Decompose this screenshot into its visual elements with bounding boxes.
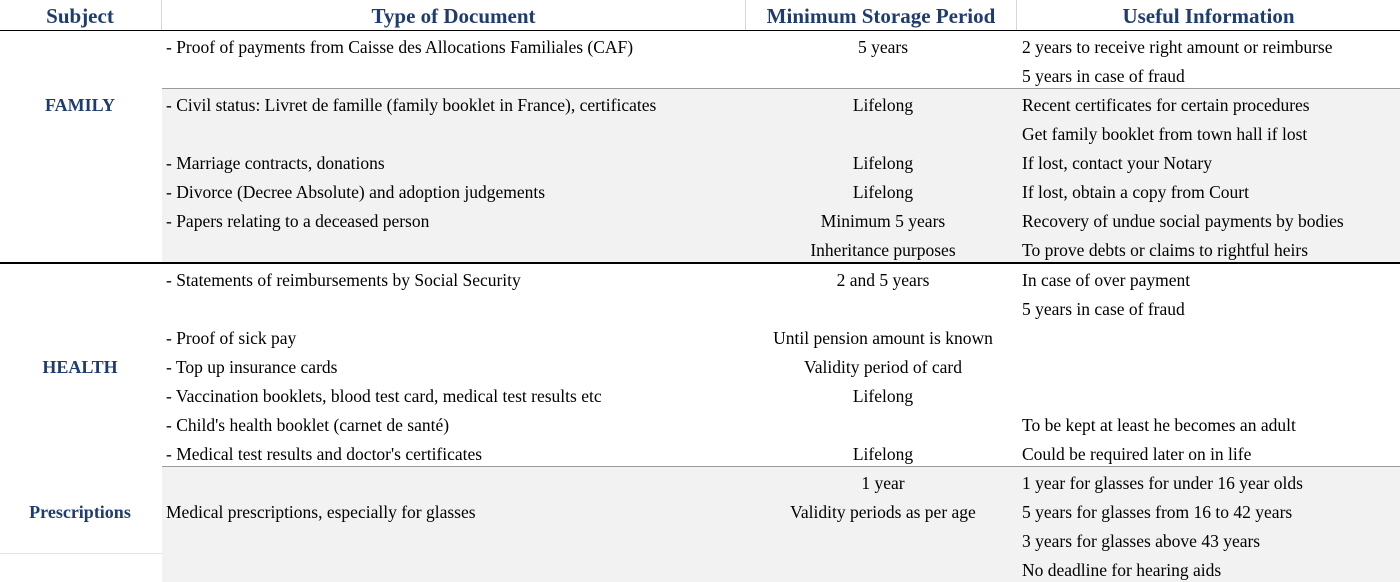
document-type: - Top up insurance cards bbox=[166, 357, 338, 377]
storage-period: 2 and 5 years bbox=[836, 270, 930, 290]
useful-info: 2 years to receive right amount or reimburse bbox=[1022, 37, 1333, 57]
useful-info: 3 years for glasses above 43 years bbox=[1022, 531, 1261, 551]
storage-period bbox=[748, 118, 1018, 147]
storage-period: Validity periods as per age bbox=[790, 502, 976, 522]
document-type: Medical prescriptions, especially for glasses bbox=[166, 502, 476, 522]
storage-period: Lifelong bbox=[852, 386, 914, 406]
storage-period bbox=[748, 60, 1018, 89]
useful-info: Could be required later on in life bbox=[1022, 444, 1252, 464]
useful-info: Recovery of undue social payments by bodies bbox=[1022, 211, 1344, 231]
storage-period bbox=[748, 554, 1018, 582]
storage-period: 5 years bbox=[857, 37, 909, 57]
document-type: - Vaccination booklets, blood test card, medical test results etc bbox=[166, 386, 602, 406]
storage-period bbox=[748, 293, 1018, 322]
subject-family: FAMILY bbox=[44, 95, 115, 115]
storage-period: Lifelong bbox=[852, 95, 914, 115]
useful-info: 5 years for glasses from 16 to 42 years bbox=[1022, 502, 1293, 522]
storage-period bbox=[748, 409, 1018, 438]
storage-period: Minimum 5 years bbox=[820, 211, 946, 231]
subject-prescriptions: Prescriptions bbox=[29, 502, 131, 522]
useful-info: If lost, contact your Notary bbox=[1022, 153, 1213, 173]
storage-period: Lifelong bbox=[852, 153, 914, 173]
useful-info: Recent certificates for certain procedures bbox=[1022, 95, 1310, 115]
document-type: - Papers relating to a deceased person bbox=[166, 211, 430, 231]
useful-info: If lost, obtain a copy from Court bbox=[1022, 182, 1249, 202]
document-type: - Marriage contracts, donations bbox=[166, 153, 385, 173]
subject-health: HEALTH bbox=[42, 357, 118, 377]
useful-info: 5 years in case of fraud bbox=[1022, 66, 1185, 86]
useful-info: To prove debts or claims to rightful heirs bbox=[1022, 240, 1309, 260]
header-type-of-document: Type of Document bbox=[371, 4, 536, 28]
header-useful-information: Useful Information bbox=[1122, 4, 1295, 28]
subject-divider bbox=[0, 553, 162, 554]
useful-info: To be kept at least he becomes an adult bbox=[1022, 415, 1296, 435]
useful-info: No deadline for hearing aids bbox=[1022, 560, 1222, 580]
storage-period: Inheritance purposes bbox=[810, 240, 956, 260]
header-minimum-storage-period: Minimum Storage Period bbox=[766, 4, 996, 28]
storage-period: Validity period of card bbox=[804, 357, 962, 377]
document-type: - Divorce (Decree Absolute) and adoption judgements bbox=[166, 182, 546, 202]
storage-period: 1 year bbox=[861, 473, 905, 493]
storage-period: Until pension amount is known bbox=[773, 328, 993, 348]
document-type: - Civil status: Livret de famille (family booklet in France), certificates bbox=[166, 95, 657, 115]
document-type: - Proof of payments from Caisse des Allocations Familiales (CAF) bbox=[166, 37, 634, 57]
useful-info: In case of over payment bbox=[1022, 270, 1191, 290]
storage-period: Lifelong bbox=[852, 182, 914, 202]
useful-info: 1 year for glasses for under 16 year olds bbox=[1022, 473, 1303, 493]
document-type: - Proof of sick pay bbox=[166, 328, 297, 348]
storage-period: Lifelong bbox=[852, 444, 914, 464]
useful-info: 5 years in case of fraud bbox=[1022, 299, 1185, 319]
storage-period bbox=[748, 525, 1018, 554]
header-subject: Subject bbox=[46, 4, 114, 28]
document-type: - Child's health booklet (carnet de santé) bbox=[166, 415, 450, 435]
useful-info: Get family booklet from town hall if lost bbox=[1022, 124, 1308, 144]
document-type: - Statements of reimbursements by Social Security bbox=[166, 270, 521, 290]
document-type: - Medical test results and doctor's certificates bbox=[166, 444, 483, 464]
